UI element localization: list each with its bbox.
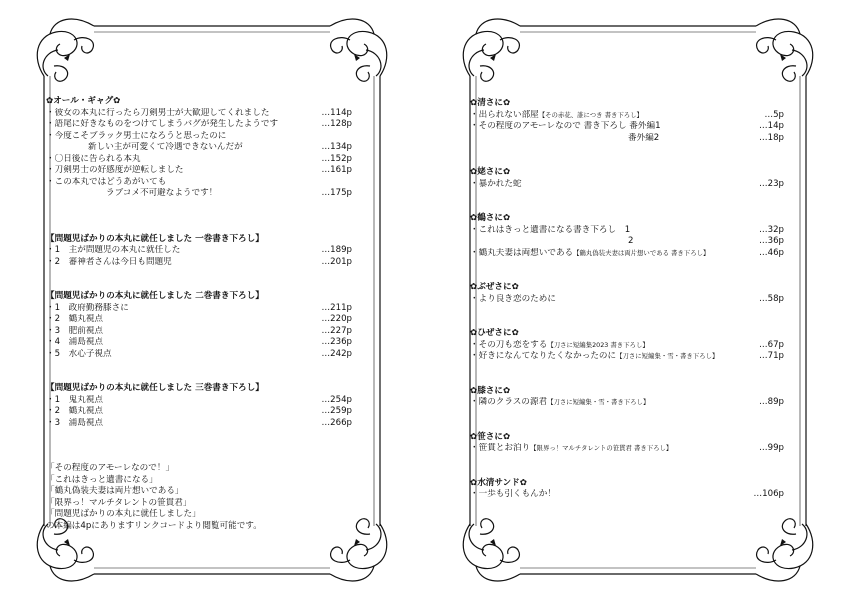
right-contents	[470, 98, 784, 501]
toc-entry: ・1 鬼丸視点 …254p	[46, 394, 352, 405]
right-page	[440, 6, 836, 594]
toc-entry: ラブコメ不可避なようです！ …175p	[106, 188, 352, 198]
toc-entry: ・その刀も恋をする【刀さに短編集2023 書き下ろし】 …67p	[470, 339, 784, 350]
toc-entry: ・3 肥前視点 …227p	[46, 325, 352, 336]
section-heading: 【問題児ばかりの本丸に就任しました 二巻書き下ろし】	[46, 291, 264, 301]
toc-entry: ・彼女の本丸に行ったら刀剣男士が大歓迎してくれました …114p	[46, 107, 352, 118]
toc-entry: 2 …36p	[628, 236, 784, 246]
section-heading: ✿オール・ギャグ✿	[46, 96, 121, 106]
toc-entry: ・この本丸ではどうあがいても	[46, 176, 167, 187]
section-heading: ✿鶴さに✿	[470, 213, 511, 223]
toc-entry: ・より良き恋のために …58p	[470, 293, 784, 304]
section-heading: ✿ひぜさに✿	[470, 328, 519, 338]
toc-entry: ・今度こそブラック男士になろうと思ったのに	[46, 130, 227, 141]
section-heading: 【問題児ばかりの本丸に就任しました 三巻書き下ろし】	[46, 383, 264, 393]
toc-entry: ・好きになんてなりたくなかったのに【刀さに短編集・雪・書き下ろし】 …71p	[470, 351, 784, 361]
note-line: の本編は4pにありますリンクコードより閲覧可能です。	[46, 520, 262, 531]
toc-entry: ・語尾に好きなものをつけてしまうバグが発生したようです …128p	[46, 119, 352, 129]
toc-entry: ・笹貫とお泊り【限界っ！マルチタレントの笹貫君 書き下ろし】 …99p	[470, 443, 784, 453]
toc-entry: ・これはきっと遺書になる書き下ろし 1 …32p	[470, 224, 784, 235]
toc-entry: ・暴かれた蛇 …23p	[470, 178, 784, 189]
note-line: 「その程度のアモーレなので！」	[46, 463, 175, 473]
note-line: 「鶴丸偽装夫妻は両片想いである」	[46, 486, 184, 496]
left-contents	[46, 96, 352, 532]
toc-entry: 新しい主が可愛くて冷遇できないんだが …134p	[88, 142, 352, 152]
toc-entry: ・5 水心子視点 …242p	[46, 348, 352, 359]
toc-entry: 番外編2 …18p	[628, 132, 784, 143]
toc-entry: ・1 主が問題児の本丸に就任した …189p	[46, 245, 352, 255]
toc-entry: ・2 鶴丸視点 …220p	[46, 314, 352, 324]
toc-entry: ・隣のクラスの源君【刀さに短編集・雪・書き下ろし】 …89p	[470, 397, 784, 407]
section-heading: 【問題児ばかりの本丸に就任しました 一巻書き下ろし】	[46, 233, 264, 244]
toc-entry: ・2 審神者さんは今日も問題児 …201p	[46, 256, 352, 267]
toc-entry: ・2 鶴丸視点 …259p	[46, 406, 352, 416]
section-heading: ✿笹さに✿	[470, 431, 511, 442]
note-line: 「限界っ！マルチタレントの笹貫君」	[46, 497, 192, 508]
toc-entry: ・〇日後に告られる本丸 …152p	[46, 153, 352, 164]
note-line: 「これはきっと遺書になる」	[46, 474, 158, 485]
toc-entry: ・一歩も引くもんか！ …106p	[470, 489, 784, 499]
toc-entry: ・3 浦島視点 …266p	[46, 417, 352, 428]
toc-entry: ・出られない部屋【その赤花、誰につき 書き下ろし】 …5p	[470, 109, 784, 120]
section-heading: ✿ぶぜさに✿	[470, 282, 519, 292]
toc-entry: ・刀剣男士の好感度が逆転しました …161p	[46, 165, 352, 175]
section-heading: ✿膝さに✿	[470, 385, 511, 396]
note-line: 「問題児ばかりの本丸に就任しました」	[46, 509, 201, 519]
toc-entry: ・その程度のアモーレなので 書き下ろし 番外編1 …14p	[470, 121, 784, 131]
toc-entry: ・1 政府勤務膝さに …211p	[46, 302, 352, 313]
section-heading: ✿清さに✿	[470, 98, 511, 108]
section-heading: ✿姥さに✿	[470, 167, 511, 177]
left-page	[14, 6, 410, 594]
toc-entry: ・鶴丸夫妻は両想いである【鶴丸偽装夫妻は両片想いである 書き下ろし】 …46p	[470, 247, 784, 258]
section-heading: ✿水清サンド✿	[470, 477, 527, 488]
toc-entry: ・4 浦島視点 …236p	[46, 337, 352, 347]
